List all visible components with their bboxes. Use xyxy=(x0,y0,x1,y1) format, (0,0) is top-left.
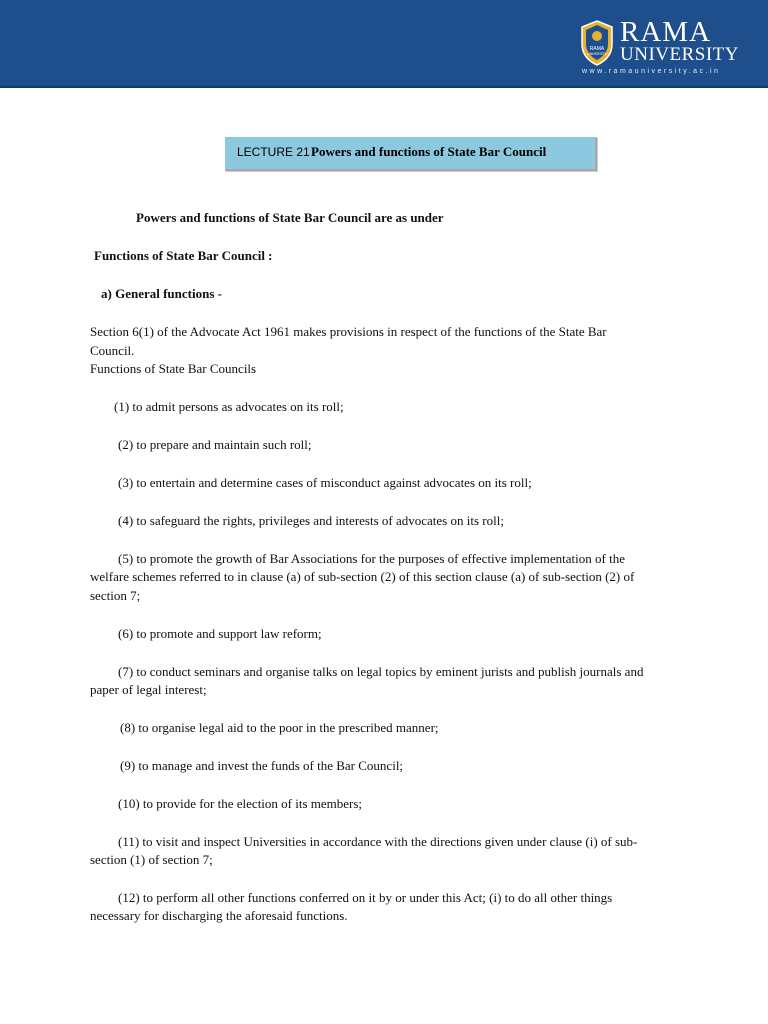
list-item: (9) to manage and invest the funds of the Bar Council; xyxy=(120,758,404,773)
paragraph-line: Section 6(1) of the Advocate Act 1961 makes provisions in respect of the functions of the State Bar xyxy=(90,324,607,339)
svg-text:UNIVERSITY: UNIVERSITY xyxy=(587,52,607,56)
header-bar xyxy=(0,0,768,88)
sub-heading: a) General functions - xyxy=(101,286,222,301)
university-logo xyxy=(580,18,740,80)
list-item: (8) to organise legal aid to the poor in the prescribed manner; xyxy=(120,720,439,735)
lecture-number: LECTURE 21 xyxy=(237,145,310,159)
logo-name-line1: RAMA xyxy=(620,16,712,48)
list-item-continuation: paper of legal interest; xyxy=(90,682,207,697)
intro-heading: Powers and functions of State Bar Council are as under xyxy=(136,210,444,225)
svg-text:RAMA: RAMA xyxy=(589,46,605,52)
logo-name-line2: UNIVERSITY xyxy=(620,44,739,65)
list-item: (3) to entertain and determine cases of misconduct against advocates on its roll; xyxy=(118,475,532,490)
list-item-continuation: section (1) of section 7; xyxy=(90,852,213,867)
lecture-title-box xyxy=(225,137,597,171)
university-crest-icon xyxy=(580,20,614,66)
list-item: (1) to admit persons as advocates on its roll; xyxy=(114,399,344,414)
paragraph-line: Council. xyxy=(90,343,135,358)
list-item: (4) to safeguard the rights, privileges and interests of advocates on its roll; xyxy=(118,513,504,528)
logo-website: www.ramauniversity.ac.in xyxy=(582,68,721,75)
list-item: (2) to prepare and maintain such roll; xyxy=(118,437,312,452)
list-item: (12) to perform all other functions conferred on it by or under this Act; (i) to do all other things xyxy=(118,890,613,905)
list-item-continuation: section 7; xyxy=(90,588,141,603)
list-item: (7) to conduct seminars and organise talks on legal topics by eminent jurists and publish journals and xyxy=(118,664,644,679)
section-heading: Functions of State Bar Council : xyxy=(94,248,273,263)
list-item: (6) to promote and support law reform; xyxy=(118,626,322,641)
list-item: (5) to promote the growth of Bar Associations for the purposes of effective implementation of the xyxy=(118,551,625,566)
list-item: (11) to visit and inspect Universities in accordance with the directions given under clause (i) of sub- xyxy=(118,834,638,849)
list-item: (10) to provide for the election of its members; xyxy=(118,796,363,811)
list-item-continuation: necessary for discharging the aforesaid functions. xyxy=(90,908,348,923)
lecture-title: Powers and functions of State Bar Council xyxy=(311,144,547,159)
paragraph-line: Functions of State Bar Councils xyxy=(90,361,257,376)
list-item-continuation: welfare schemes referred to in clause (a) of sub-section (2) of this section clause (a) of sub-section (2) of xyxy=(90,569,635,584)
